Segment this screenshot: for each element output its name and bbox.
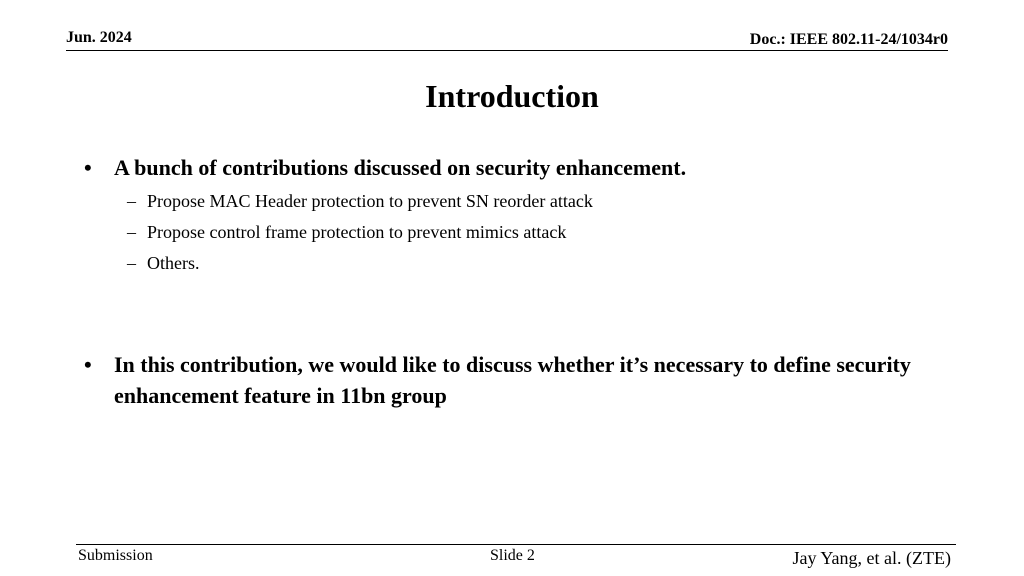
header-date: Jun. 2024 (66, 29, 132, 46)
header-doc-id: Doc.: IEEE 802.11-24/1034r0 (749, 31, 948, 48)
sub-text: Others. (147, 253, 200, 273)
footer-authors: Jay Yang, et al. (ZTE) (792, 548, 951, 568)
bullet-item (84, 152, 914, 183)
sub-item (127, 252, 200, 274)
footer-submission: Submission (78, 547, 153, 564)
slide-title: Introduction (425, 78, 599, 114)
bullet-text: A bunch of contributions discussed on security enhancement. (114, 155, 687, 180)
bullet-item (84, 349, 914, 411)
header-divider (66, 50, 948, 51)
sub-text: Propose control frame protection to prevent mimics attack (147, 222, 567, 242)
footer-slide-number: Slide 2 (490, 547, 535, 564)
sub-text: Propose MAC Header protection to prevent SN reorder attack (147, 191, 593, 211)
sub-item (127, 190, 593, 212)
bullet-text: In this contribution, we would like to discuss whether it’s necessary to define security enhancement feature in 11bn group (114, 352, 911, 408)
sub-marker: – (127, 253, 136, 273)
sub-item (127, 221, 566, 243)
bullet-marker: • (84, 155, 92, 180)
footer-divider (76, 544, 956, 545)
sub-marker: – (127, 191, 136, 211)
bullet-marker: • (84, 352, 92, 377)
sub-marker: – (127, 222, 136, 242)
